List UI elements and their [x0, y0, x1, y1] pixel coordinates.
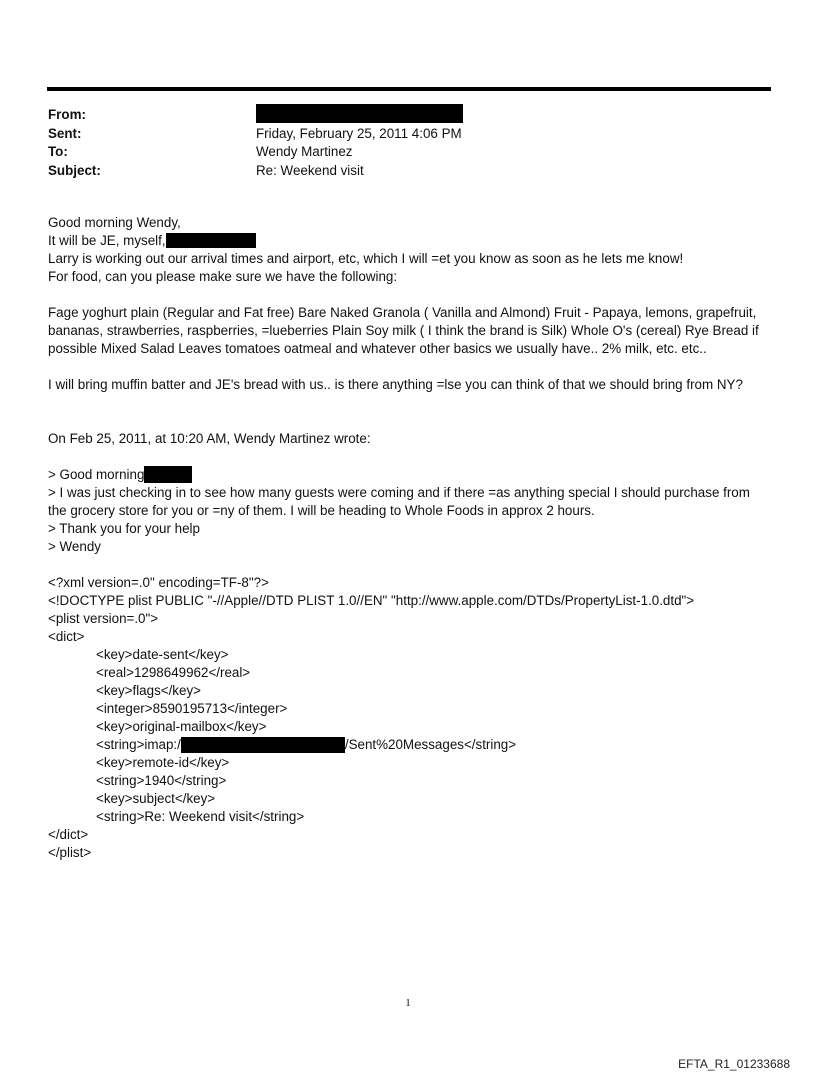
quote-body: > I was just checking in to see how many guests were coming and if there =as anything special I should purchase from the grocery store for you or =ny of them. I will be heading to Whole Foods in approx 2 hours. — [48, 485, 750, 518]
grocery-list: Fage yoghurt plain (Regular and Fat free) Bare Naked Granola ( Vanilla and Almond) Fruit - Papaya, lemons, grapefruit, bananas, strawberries, raspberries, =lueberries Plain Soy milk ( I think the brand is Silk) Whole O's (cereal) Rye Bread if possible Mixed Salad Leaves tomatoes oatmeal and whatever other basics we usually have.. 2% milk, etc. etc.. — [48, 305, 759, 356]
redaction-box — [181, 737, 345, 753]
page-number: 1 — [405, 997, 411, 1009]
quote-intro: On Feb 25, 2011, at 10:20 AM, Wendy Martinez wrote: — [48, 431, 371, 446]
spacer — [48, 556, 772, 574]
plist-line: <key>remote-id</key> — [96, 755, 230, 770]
to-value: Wendy Martinez — [256, 144, 353, 159]
to-label: To: — [48, 144, 68, 159]
header-rule — [47, 87, 771, 91]
plist-line: <plist version=.0"> — [48, 611, 159, 626]
from-label: From: — [48, 107, 86, 122]
sent-row — [48, 125, 768, 144]
greeting: Good morning Wendy, — [48, 215, 181, 230]
quote-greeting — [48, 466, 772, 484]
spacer — [48, 358, 772, 376]
plist-line: <key>subject</key> — [96, 791, 216, 806]
plist-line: </dict> — [48, 827, 89, 842]
email-body — [48, 214, 772, 862]
quote-greeting-text: > Good morning — [48, 467, 145, 482]
redaction-box — [144, 466, 192, 483]
plist-line: <real>1298649962</real> — [96, 665, 251, 680]
subject-label: Subject: — [48, 162, 101, 178]
email-header — [48, 106, 768, 180]
subject-value: Re: Weekend visit — [256, 162, 364, 178]
food-request-line: For food, can you please make sure we have the following: — [48, 269, 398, 284]
from-value — [256, 106, 463, 124]
plist-line: <?xml version=.0" encoding=TF-8"?> — [48, 575, 269, 590]
plist-imap-start: <string>imap:/ — [96, 737, 181, 752]
spacer — [48, 286, 772, 304]
plist-line — [48, 736, 772, 754]
plist-line: <dict> — [48, 629, 85, 644]
plist-line: <string>Re: Weekend visit</string> — [96, 809, 305, 824]
plist-line: <key>date-sent</key> — [96, 647, 229, 662]
attendees-text: It will be JE, myself, — [48, 233, 166, 248]
plist-imap-end: /Sent%20Messages</string> — [344, 737, 517, 752]
spacer — [48, 448, 772, 466]
attendees-line — [48, 232, 772, 250]
plist-line: </plist> — [48, 845, 92, 860]
bring-line: I will bring muffin batter and JE's bread with us.. is there anything =lse you can think of that we should bring from NY? — [48, 377, 743, 392]
document-id: EFTA_R1_01233688 — [678, 1057, 790, 1071]
sent-label: Sent: — [48, 125, 82, 141]
plist-line: <key>original-mailbox</key> — [96, 719, 267, 734]
plist-line: <key>flags</key> — [96, 683, 201, 698]
redaction-box — [166, 233, 256, 248]
sent-value: Friday, February 25, 2011 4:06 PM — [256, 125, 462, 141]
to-row — [48, 143, 768, 162]
quote-signature: > Wendy — [48, 539, 101, 554]
arrival-line: Larry is working out our arrival times and airport, etc, which I will =et you know as soon as he lets me know! — [48, 251, 684, 266]
spacer — [48, 394, 772, 430]
plist-line: <string>1940</string> — [96, 773, 227, 788]
plist-line: <!DOCTYPE plist PUBLIC "-//Apple//DTD PLIST 1.0//EN" "http://www.apple.com/DTDs/PropertyList-1.0.dtd"> — [48, 593, 695, 608]
from-row — [48, 106, 768, 125]
redaction-box — [256, 104, 463, 123]
plist-line: <integer>8590195713</integer> — [96, 701, 288, 716]
quote-thanks: > Thank you for your help — [48, 521, 200, 536]
subject-row — [48, 162, 768, 181]
